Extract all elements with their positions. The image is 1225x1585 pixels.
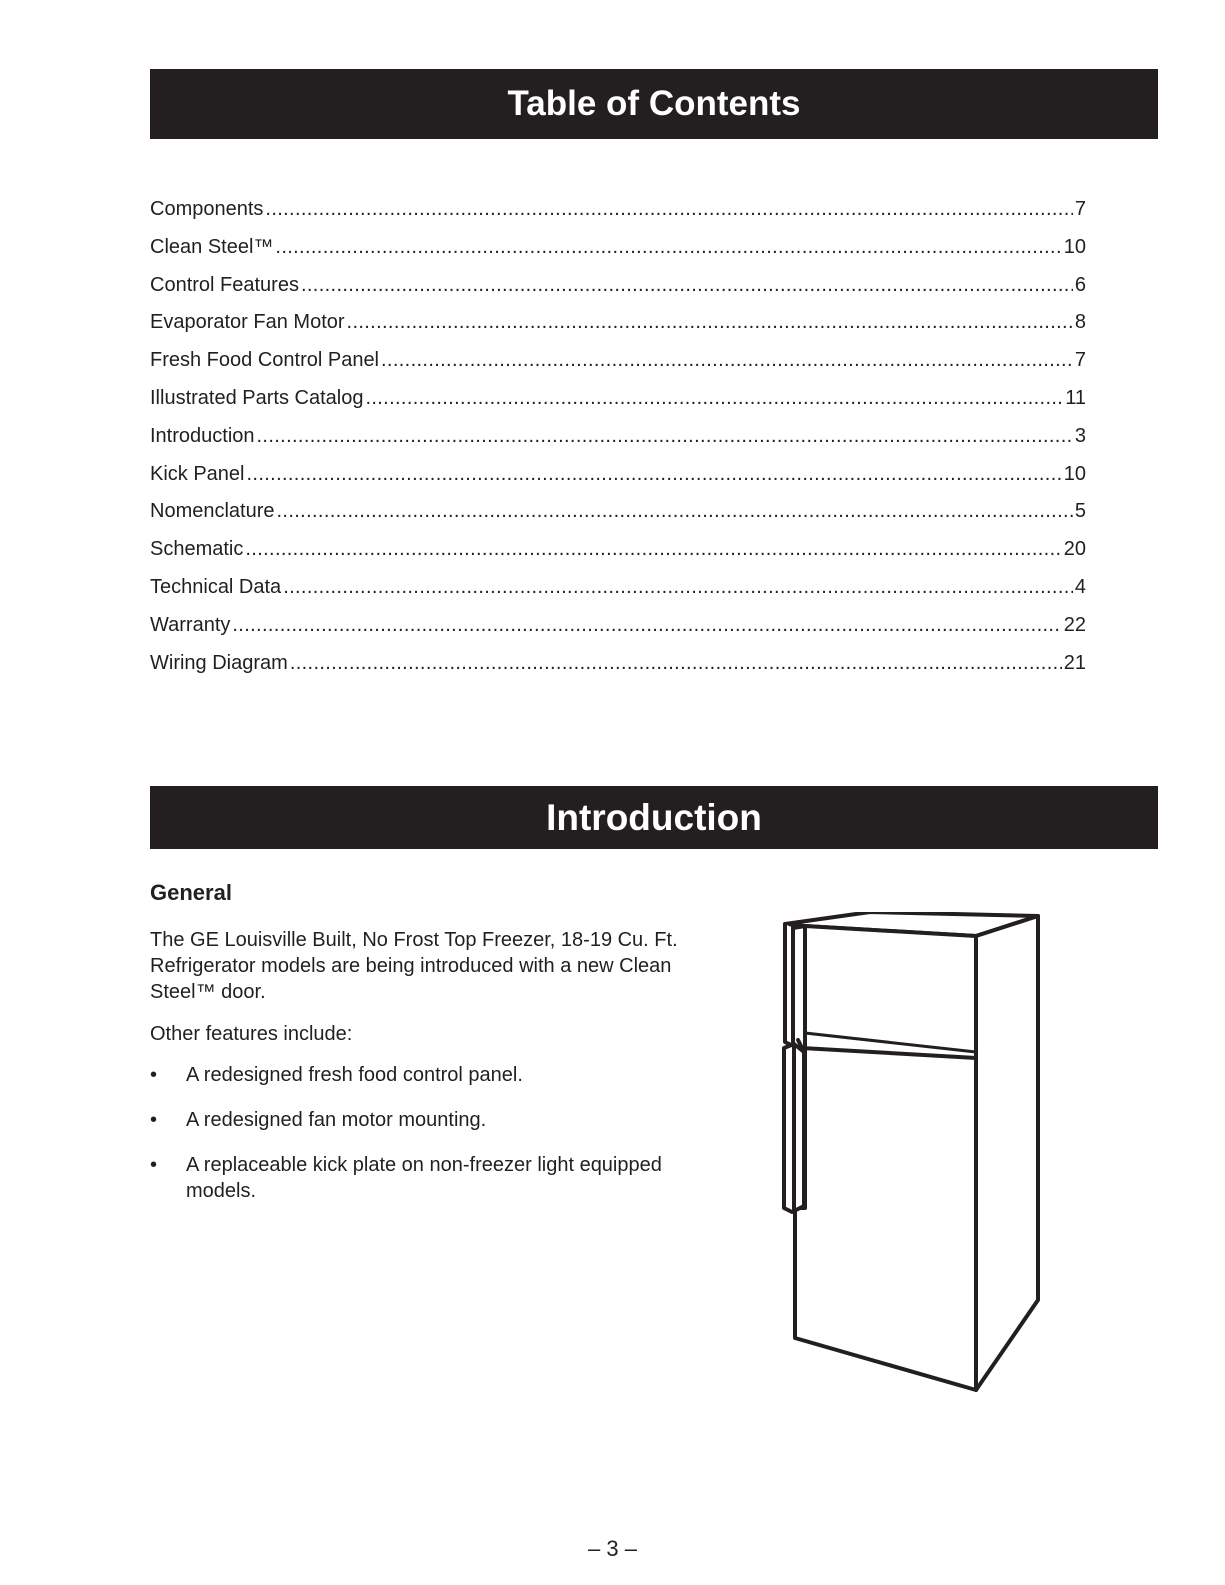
toc-entry[interactable] [150,645,1086,683]
toc-entry[interactable] [150,380,1086,418]
refrigerator-illustration [780,912,1050,1412]
toc-entry[interactable] [150,267,1086,305]
toc-entry[interactable] [150,304,1086,342]
page-number: – 3 – [588,1536,637,1561]
bullet-icon: • [150,1064,158,1086]
toc-leader-dots [301,267,1073,305]
general-subheading: General [150,880,232,905]
toc-entry[interactable] [150,229,1086,267]
intro-banner [150,786,1158,849]
feature-list [150,1062,670,1204]
toc-entry[interactable] [150,191,1086,229]
toc-entry[interactable] [150,569,1086,607]
freezer-handle [785,924,793,1046]
toc-entry-title: Wiring Diagram [150,651,288,674]
toc-entry-title: Evaporator Fan Motor [150,311,345,334]
toc-leader-dots [290,645,1062,683]
toc-entry-title: Clean Steel™ [150,235,274,258]
toc-leader-dots [247,456,1062,494]
toc-leader-dots [277,493,1073,531]
toc-entry-title: Schematic [150,538,244,561]
toc-entry-title: Components [150,198,264,220]
toc-entry-page: 10 [1063,235,1086,258]
feature-text: A replaceable kick plate on non-freezer light equipped models. [186,1154,662,1202]
toc-list [150,191,1086,682]
fridge-side [976,916,1038,1390]
toc-leader-dots [245,531,1061,569]
toc-entry-page: 8 [1074,311,1086,334]
intro-heading: Introduction [546,796,762,838]
toc-leader-dots [365,380,1063,418]
toc-entry-title: Kick Panel [150,462,245,485]
bullet-icon: • [150,1154,158,1176]
toc-leader-dots [283,569,1073,607]
bullet-icon: • [150,1109,158,1131]
toc-entry-title: Technical Data [150,575,282,598]
toc-entry-page: 20 [1063,538,1086,561]
toc-entry-title: Nomenclature [150,500,275,523]
intro-paragraph: The GE Louisville Built, No Frost Top Freezer, 18-19 Cu. Ft. Refrigerator models are being introduced with a new Clean Steel™ door. [150,929,678,1003]
toc-entry-page: 10 [1063,462,1086,485]
feature-text: A redesigned fan motor mounting. [186,1109,487,1131]
toc-entry-title: Introduction [150,424,255,447]
features-lead: Other features include: [150,1023,353,1045]
feature-item [150,1062,670,1088]
feature-item [150,1152,670,1204]
toc-entry[interactable] [150,418,1086,456]
toc-entry-page: 4 [1074,575,1086,598]
toc-leader-dots [265,191,1072,229]
feature-text: A redesigned fresh food control panel. [186,1064,523,1086]
toc-entry-title: Warranty [150,613,231,636]
toc-entry-page: 7 [1074,198,1086,220]
toc-leader-dots [257,418,1073,456]
toc-entry-page: 3 [1074,424,1086,447]
toc-entry-page: 5 [1074,500,1086,523]
toc-entry-page: 21 [1063,651,1086,674]
toc-entry-page: 11 [1065,386,1086,409]
toc-entry-title: Control Features [150,273,299,296]
toc-leader-dots [275,229,1061,267]
toc-heading: Table of Contents [507,84,801,123]
toc-entry[interactable] [150,493,1086,531]
toc-entry-page: 22 [1063,613,1086,636]
toc-leader-dots [347,304,1073,342]
toc-entry-page: 6 [1074,273,1086,296]
toc-entry[interactable] [150,607,1086,645]
fridge-front [795,926,976,1390]
toc-leader-dots [381,342,1073,380]
toc-entry[interactable] [150,531,1086,569]
toc-entry-title: Illustrated Parts Catalog [150,386,364,409]
toc-entry[interactable] [150,342,1086,380]
toc-leader-dots [232,607,1061,645]
toc-entry-title: Fresh Food Control Panel [150,349,380,372]
toc-entry-page: 7 [1074,349,1086,372]
feature-item [150,1107,670,1133]
toc-entry[interactable] [150,456,1086,494]
toc-banner [150,69,1158,139]
